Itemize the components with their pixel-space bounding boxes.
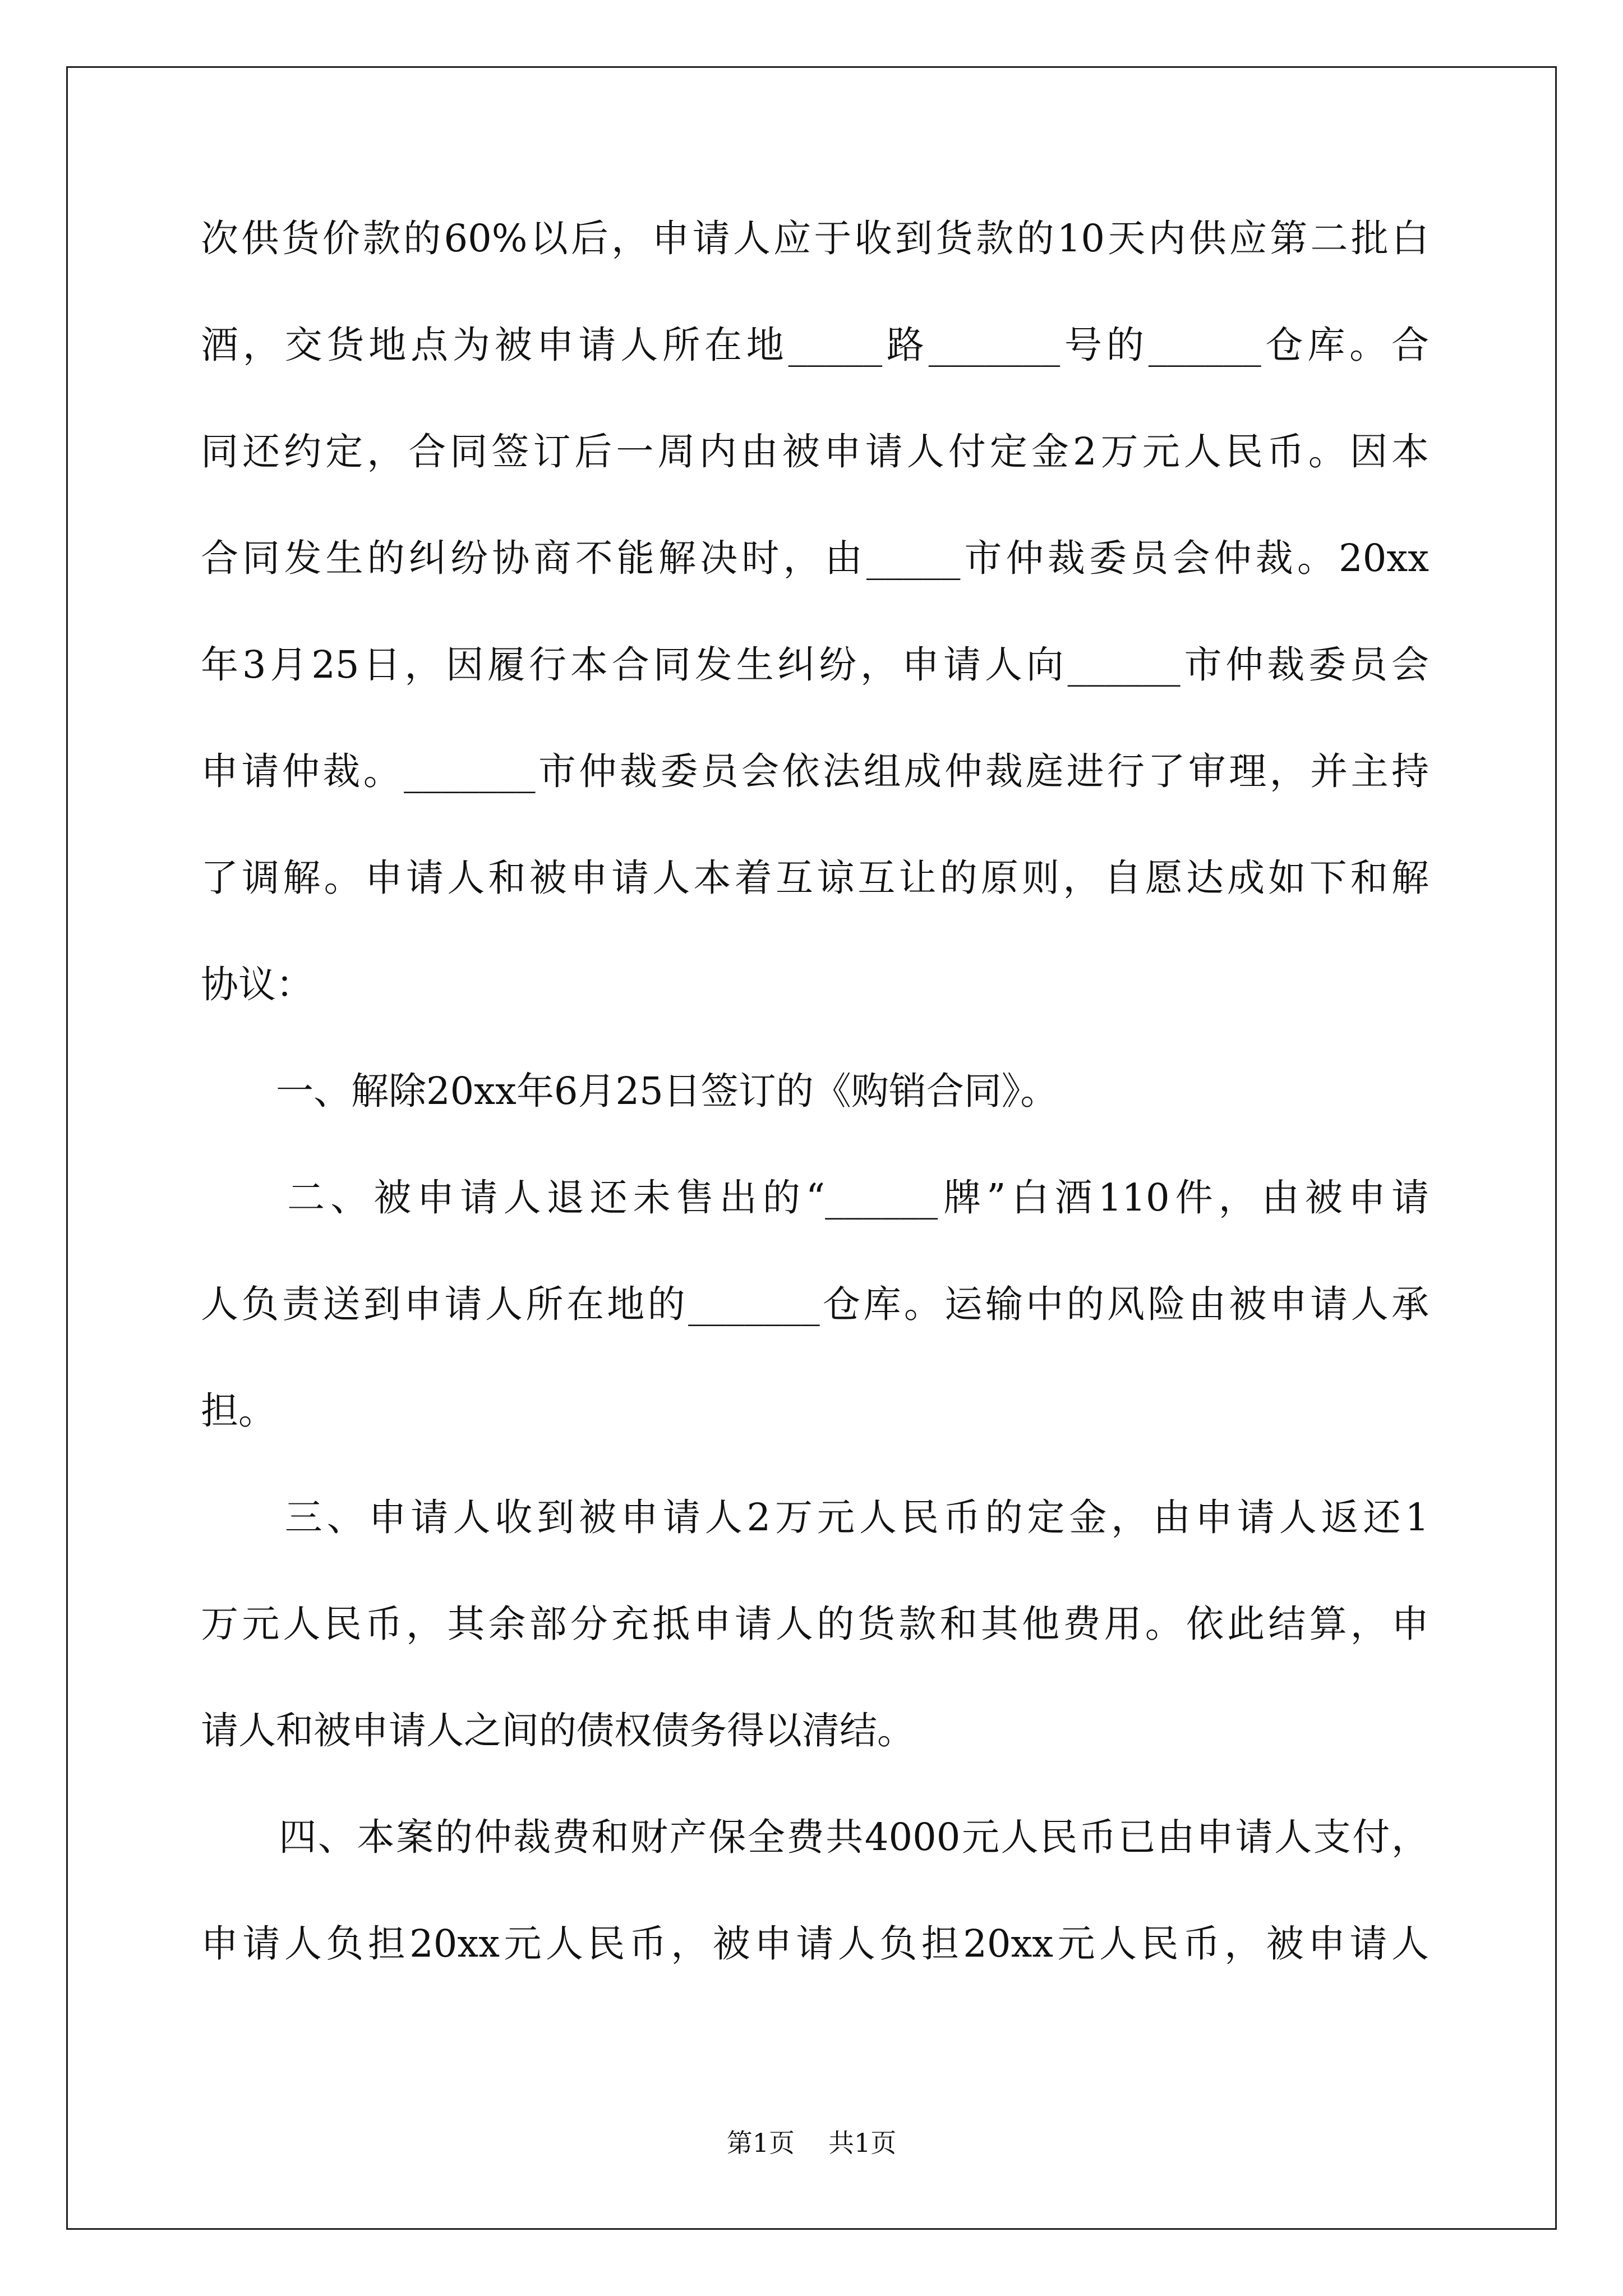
text-line: 申请人负担20xx元人民币，被申请人负担20xx元人民币，被申请人 <box>201 1922 1429 1966</box>
text-line: 了调解。申请人和被申请人本着互谅互让的原则，自愿达成如下和解 <box>201 856 1429 900</box>
text-line: 次供货价款的60%以后，申请人应于收到货款的10天内供应第二批白 <box>201 217 1429 260</box>
text-line: 二、被申请人退还未售出的“______牌”白酒110件，由被申请 <box>201 1176 1429 1220</box>
text-line: 人负责送到申请人所在地的_______仓库。运输中的风险由被申请人承 <box>201 1282 1429 1326</box>
text-line: 合同发生的纠纷协商不能解决时，由_____市仲裁委员会仲裁。20xx <box>201 536 1429 580</box>
text-line: 担。 <box>201 1389 276 1433</box>
document-body <box>201 212 1429 1971</box>
page-total: 共1页 <box>828 2128 897 2158</box>
text-line: 请人和被申请人之间的债权债务得以清结。 <box>201 1709 915 1752</box>
page-footer <box>0 2126 1623 2160</box>
text-line: 申请仲裁。_______市仲裁委员会依法组成仲裁庭进行了审理，并主持 <box>201 749 1429 793</box>
text-line: 协议： <box>201 963 313 1006</box>
text-line: 年3月25日，因履行本合同发生纠纷，申请人向______市仲裁委员会 <box>201 643 1429 687</box>
text-line: 一、解除20xx年6月25日签订的《购销合同》。 <box>201 1069 1058 1113</box>
text-line: 三、申请人收到被申请人2万元人民币的定金，由申请人返还1 <box>201 1496 1429 1539</box>
text-line: 四、本案的仲裁费和财产保全费共4000元人民币已由申请人支付， <box>201 1815 1429 1859</box>
page-number: 第1页 <box>726 2128 795 2158</box>
text-line: 万元人民币，其余部分充抵申请人的货款和其他费用。依此结算，申 <box>201 1602 1429 1646</box>
text-line: 酒，交货地点为被申请人所在地_____路_______号的______仓库。合 <box>201 323 1429 367</box>
text-line: 同还约定，合同签订后一周内由被申请人付定金2万元人民币。因本 <box>201 430 1429 473</box>
